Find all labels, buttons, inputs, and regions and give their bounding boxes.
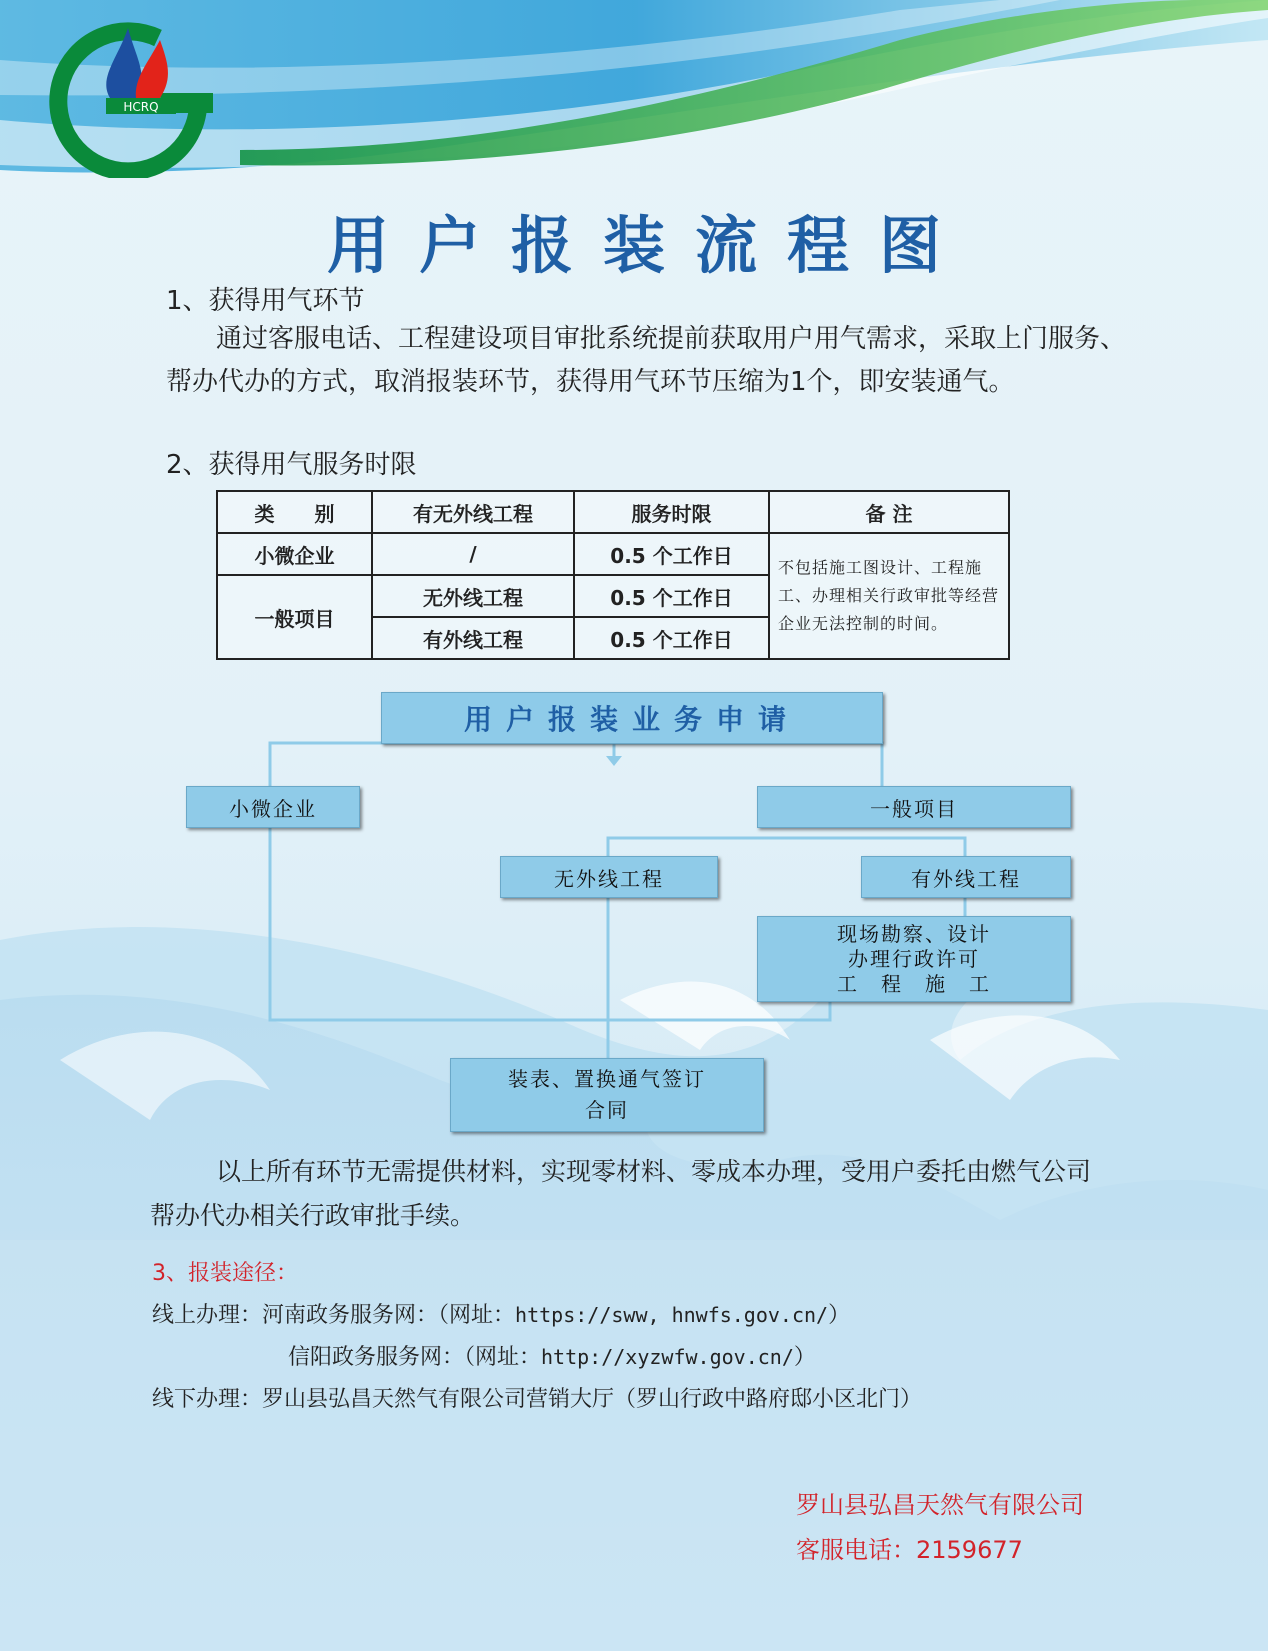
online2-name: 信阳政务服务网：（网址：: [288, 1345, 542, 1370]
flow-install-box: [450, 1058, 764, 1132]
section2-heading: 2、获得用气服务时限: [166, 450, 417, 480]
table-cell: 无外线工程: [372, 575, 574, 617]
page-title: 用户报装流程图: [326, 209, 971, 282]
table-header: 类 别: [217, 491, 372, 533]
table-header: 有无外线工程: [372, 491, 574, 533]
flow-install-line: 装表、置换通气签订: [508, 1067, 706, 1091]
outro-body: 以上所有环节无需提供材料，实现零材料、零成本办理，受用户委托由燃气公司帮办代办相关行政审批手续。: [150, 1157, 1092, 1230]
flow-apply-box: 用户报装业务申请: [381, 692, 883, 744]
online2-end: ）: [793, 1345, 816, 1370]
online1-end: ）: [828, 1303, 851, 1328]
table-note: 不包括施工图设计、工程施工、办理相关行政审批等经营企业无法控制的时间。: [769, 533, 1009, 659]
table-header: 备 注: [769, 491, 1009, 533]
footer-phone: 客服电话：2159677: [796, 1536, 1023, 1564]
table-cell: 有外线工程: [372, 617, 574, 659]
flow-survey-line: 现场勘察、设计: [837, 921, 991, 946]
table-cell: 小微企业: [217, 533, 372, 575]
table-cell: 0.5 个工作日: [574, 533, 769, 575]
offline-text: 罗山县弘昌天然气有限公司营销大厅（罗山行政中路府邸小区北门）: [262, 1387, 923, 1412]
section3-heading: 3、报装途径：: [152, 1261, 298, 1286]
flow-survey-line: 工 程 施 工: [837, 971, 991, 996]
section1-body-text: 通过客服电话、工程建设项目审批系统提前获取用户用气需求，采取上门服务、帮办代办的方式，取消报装环节，获得用气环节压缩为1个，即安装通气。: [166, 324, 1127, 397]
online1-url-link[interactable]: https://sww, hnwfs.gov.cn/: [515, 1303, 829, 1327]
flow-survey-box: [757, 916, 1071, 1002]
logo-text: HCRQ: [123, 100, 159, 114]
flow-general-project-box: 一般项目: [757, 786, 1071, 828]
offline-label: 线下办理：: [152, 1387, 263, 1412]
flow-install-line: 合同: [585, 1098, 629, 1122]
online-channel-2: [288, 1340, 816, 1371]
table-cell: /: [372, 533, 574, 575]
online2-url-link[interactable]: http://xyzwfw.gov.cn/: [541, 1345, 794, 1369]
flow-small-enterprise-box: 小微企业: [186, 786, 360, 828]
online-channel-1: [152, 1298, 850, 1329]
table-header: 服务时限: [574, 491, 769, 533]
online1-name: 河南政务服务网：（网址：: [262, 1303, 516, 1328]
flow-survey-line: 办理行政许可: [848, 946, 980, 971]
section1-heading: 1、获得用气环节: [166, 286, 365, 316]
table-cell: 0.5 个工作日: [574, 575, 769, 617]
flow-no-line-box: 无外线工程: [500, 856, 718, 898]
offline-channel: [152, 1382, 922, 1413]
online-label: 线上办理：: [152, 1303, 263, 1328]
footer-company: 罗山县弘昌天然气有限公司: [796, 1491, 1084, 1519]
flow-has-line-box: 有外线工程: [861, 856, 1071, 898]
outro-text: [150, 1150, 1110, 1238]
table-cell: 0.5 个工作日: [574, 617, 769, 659]
table-cell: 一般项目: [217, 575, 372, 659]
